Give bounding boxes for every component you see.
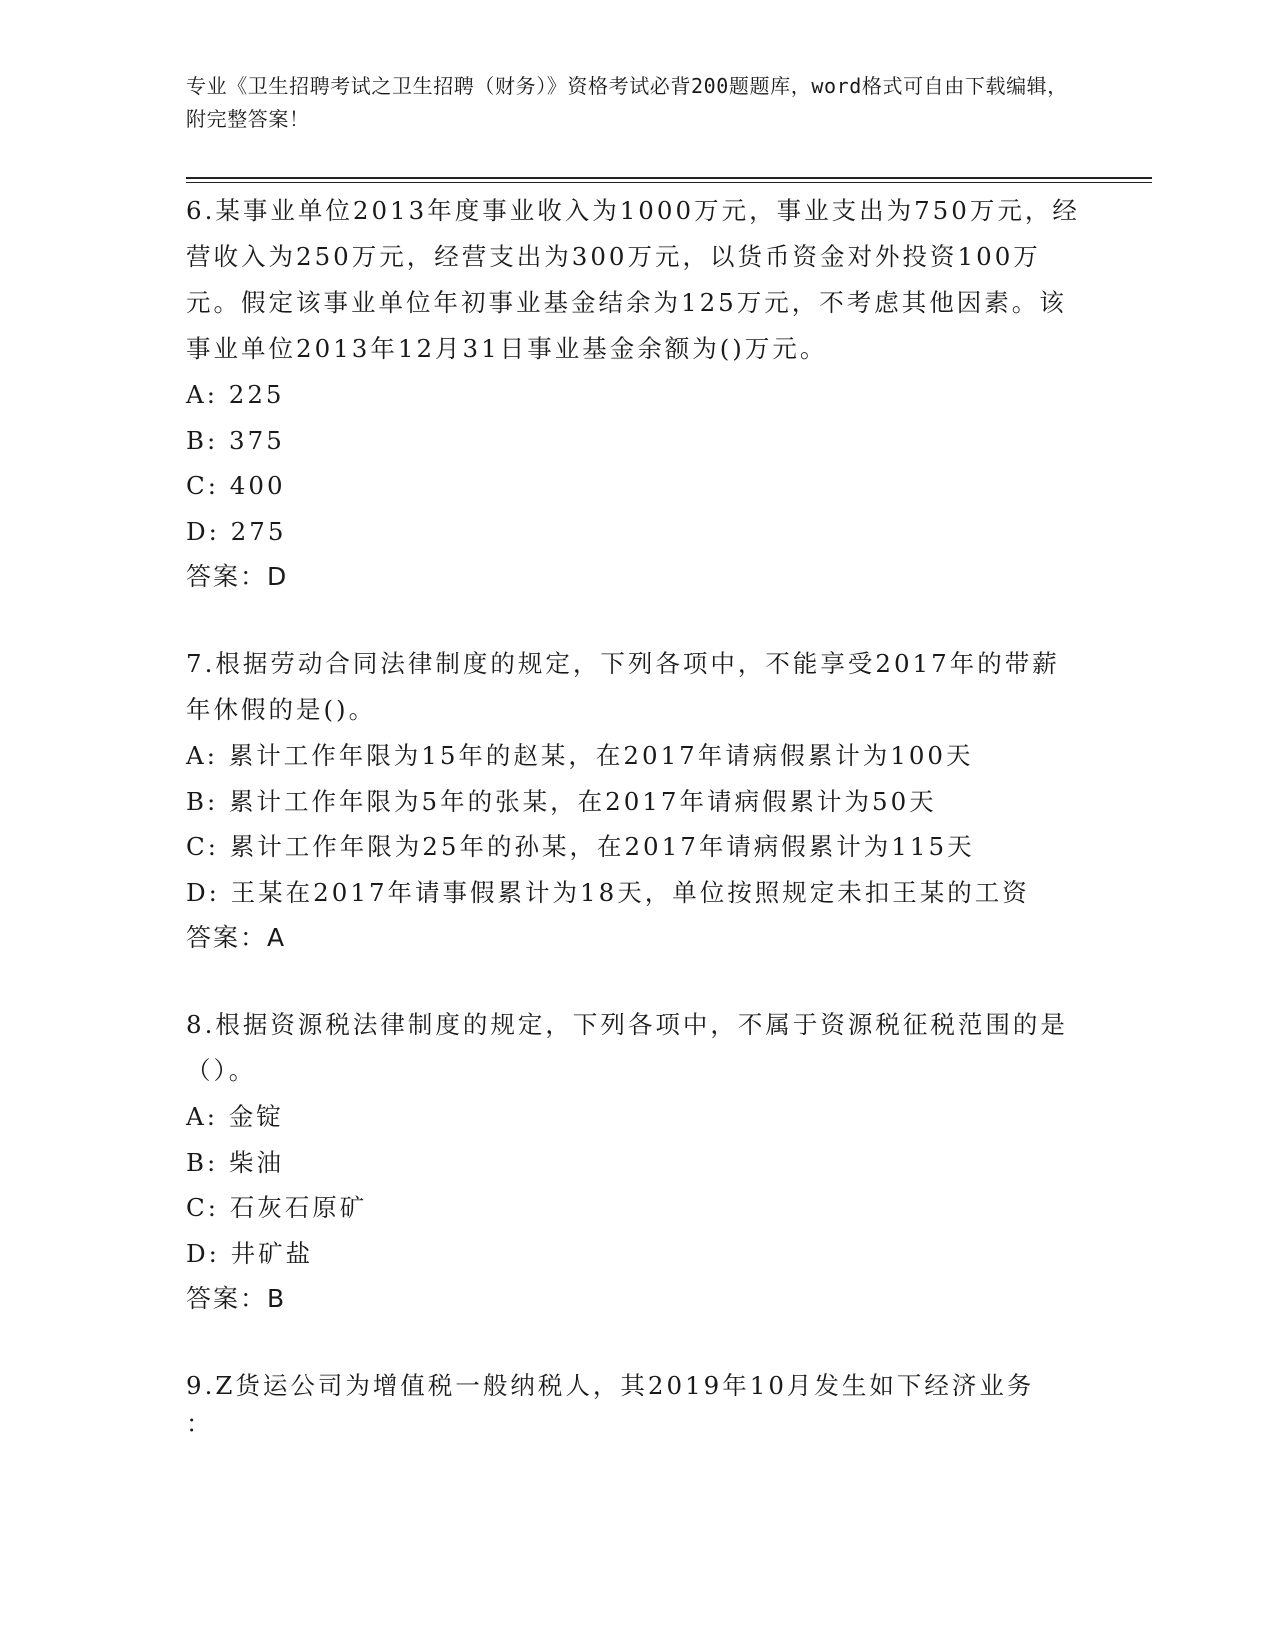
question-stem: 6.某事业单位2013年度事业收入为1000万元，事业支出为750万元，经营收入为250万元，经营支出为300万元，以货币资金对外投资100万元。假定该事业单位年初事业基金结余为125万元，不考虑其他因素。该事业单位2013年12月31日事业基金余额为()万元。 (186, 196, 1080, 363)
question-stem: 7.根据劳动合同法律制度的规定，下列各项中，不能享受2017年的带薪年休假的是()。 (186, 649, 1060, 724)
header-divider-thin (186, 182, 1152, 183)
option-c: C: 400 (186, 471, 286, 500)
question-6 (186, 188, 1086, 600)
answer: 答案：D (186, 562, 289, 591)
option-d: D: 275 (186, 516, 287, 546)
question-stem: 8.根据资源税法律制度的规定，下列各项中，不属于资源税征税范围的是（）。 (186, 1010, 1068, 1085)
question-9 (186, 1363, 1086, 1439)
header-divider-thick (186, 177, 1152, 179)
option-d: D: 王某在2017年请事假累计为18天，单位按照规定未扣王某的工资 (186, 877, 1030, 907)
option-c: C: 累计工作年限为25年的孙某，在2017年请病假累计为115天 (186, 832, 975, 861)
spacer (186, 961, 1086, 1002)
option-a: A: 225 (186, 380, 285, 409)
answer: 答案：A (186, 923, 287, 952)
question-list (186, 188, 1086, 1439)
option-d: D: 井矿盐 (186, 1238, 314, 1268)
question-8 (186, 1002, 1086, 1322)
spacer (186, 1322, 1086, 1363)
option-a: A: 金锭 (186, 1102, 284, 1131)
option-a: A: 累计工作年限为15年的赵某，在2017年请病假累计为100天 (186, 741, 974, 770)
answer: 答案：B (186, 1284, 287, 1313)
document-header: 专业《卫生招聘考试之卫生招聘（财务）》资格考试必背200题题库，word格式可自由下载编辑，附完整答案！ (186, 74, 1068, 131)
option-b: B: 累计工作年限为5年的张某，在2017年请病假累计为50天 (186, 786, 937, 816)
option-c: C: 石灰石原矿 (186, 1193, 368, 1222)
option-b: B: 375 (186, 425, 285, 455)
option-b: B: 柴油 (186, 1147, 285, 1177)
question-stem-continuation: ： (186, 1409, 211, 1438)
question-stem: 9.Z货运公司为增值税一般纳税人，其2019年10月发生如下经济业务 (186, 1371, 1035, 1400)
question-7 (186, 641, 1086, 961)
spacer (186, 600, 1086, 641)
